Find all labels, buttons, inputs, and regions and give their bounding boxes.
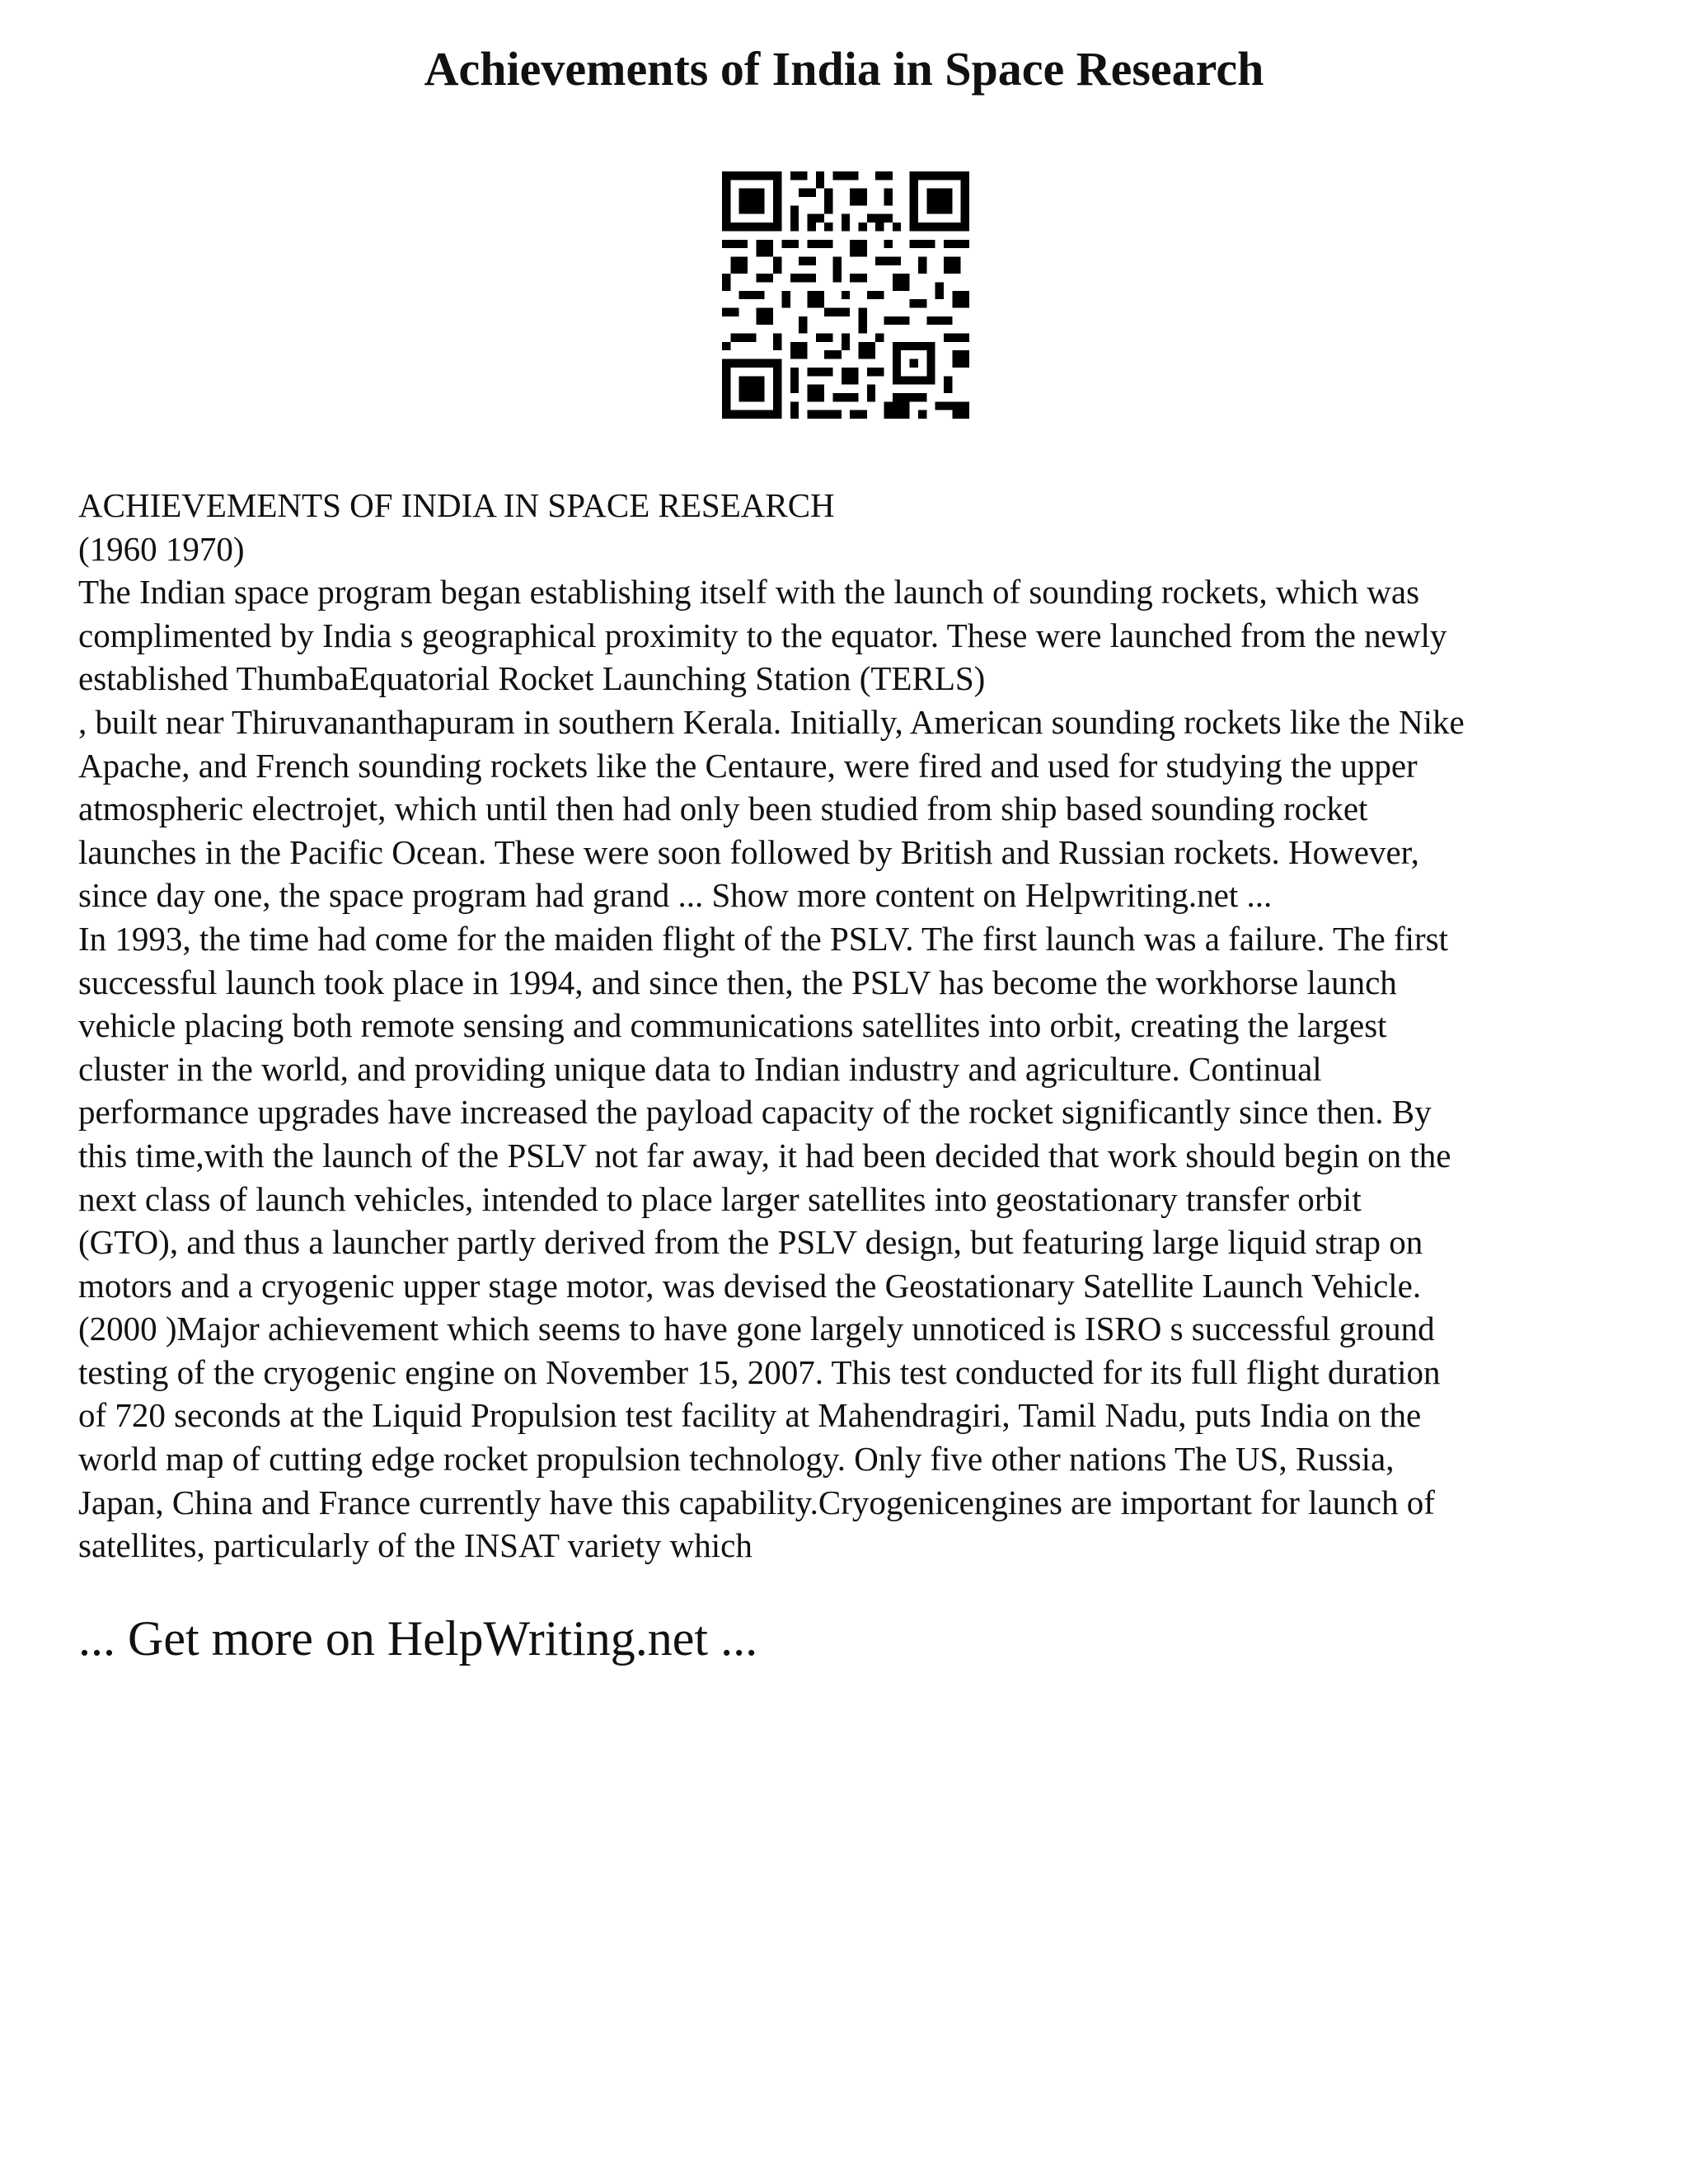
text-line: Apache, and French sounding rockets like the Centaure, were fired and used for studying the upper	[78, 746, 1418, 785]
text-line: motors and a cryogenic upper stage motor, was devised the Geostationary Satellite Launch Vehicle.	[78, 1266, 1422, 1305]
text-line: , built near Thiruvananthapuram in southern Kerala. Initially, American sounding rockets like the Nike	[78, 702, 1465, 741]
text-line: ACHIEVEMENTS OF INDIA IN SPACE RESEARCH	[78, 486, 835, 524]
text-line: successful launch took place in 1994, and since then, the PSLV has become the workhorse launch	[78, 963, 1397, 1001]
text-line: established ThumbaEquatorial Rocket Launching Station (TERLS)	[78, 659, 986, 698]
body-text	[78, 484, 1644, 1568]
text-line: testing of the cryogenic engine on November 15, 2007. This test conducted for its full flight duration	[78, 1352, 1441, 1391]
text-line: Japan, China and France currently have this capability.Cryogenicengines are important for launch of	[78, 1483, 1435, 1521]
text-line: vehicle placing both remote sensing and communications satellites into orbit, creating the largest	[78, 1006, 1387, 1045]
qr-code-icon	[722, 171, 969, 419]
text-line: cluster in the world, and providing unique data to Indian industry and agriculture. Continual	[78, 1049, 1322, 1088]
text-line: satellites, particularly of the INSAT variety which	[78, 1526, 753, 1565]
text-line: In 1993, the time had come for the maiden flight of the PSLV. The first launch was a failure. The first	[78, 919, 1449, 958]
text-line: launches in the Pacific Ocean. These were soon followed by British and Russian rockets. However,	[78, 832, 1419, 871]
text-line: complimented by India s geographical proximity to the equator. These were launched from the newly	[78, 616, 1447, 654]
text-line: performance upgrades have increased the payload capacity of the rocket significantly since then. By	[78, 1093, 1432, 1132]
text-line: (1960 1970)	[78, 529, 245, 568]
text-line: (2000 )Major achievement which seems to have gone largely unnoticed is ISRO s successful ground	[78, 1310, 1435, 1348]
text-line: of 720 seconds at the Liquid Propulsion test facility at Mahendragiri, Tamil Nadu, puts India on the	[78, 1396, 1422, 1435]
footer-link[interactable]: ... Get more on HelpWriting.net ...	[78, 1611, 758, 1666]
text-line: next class of launch vehicles, intended to place larger satellites into geostationary transfer orbit	[78, 1179, 1362, 1218]
document-title: Achievements of India in Space Research	[424, 42, 1264, 96]
text-line: The Indian space program began establishing itself with the launch of sounding rockets, which was	[78, 573, 1420, 612]
text-line: this time,with the launch of the PSLV not far away, it had been decided that work should begin on the	[78, 1136, 1451, 1174]
text-line: atmospheric electrojet, which until then had only been studied from ship based sounding rocket	[78, 790, 1368, 828]
text-line: world map of cutting edge rocket propulsion technology. Only five other nations The US, Russia,	[78, 1440, 1395, 1479]
text-line: since day one, the space program had grand ... Show more content on Helpwriting.net ...	[78, 876, 1273, 915]
text-line: (GTO), and thus a launcher partly derived from the PSLV design, but featuring large liquid strap on	[78, 1223, 1423, 1262]
